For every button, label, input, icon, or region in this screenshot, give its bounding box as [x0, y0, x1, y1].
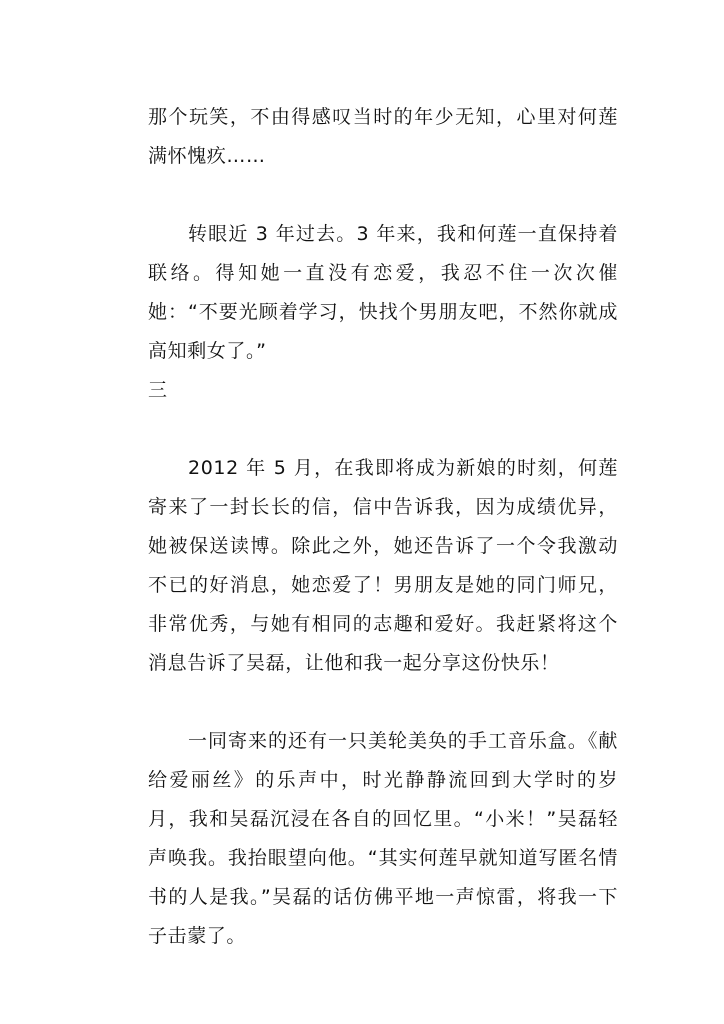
paragraph-three-years: 转眼近 3 年过去。3 年来，我和何莲一直保持着联络。得知她一直没有恋爱，我忍不住一次次催她：“不要光顾着学习，快找个男朋友吧，不然你就成高知剩女了。”	[148, 223, 618, 362]
document-body	[148, 98, 618, 956]
paragraph-letter: 2012 年 5 月，在我即将成为新娘的时刻，何莲寄来了一封长长的信，信中告诉我，因为成绩优异，她被保送读博。除此之外，她还告诉了一个令我激动不已的好消息，她恋爱了！男朋友是她的同门师兄，非常优秀，与她有相同的志趣和爱好。我赶紧将这个消息告诉了吴磊，让他和我一起分享这份快乐！	[148, 457, 618, 674]
paragraph-music-box: 一同寄来的还有一只美轮美奂的手工音乐盒。《献给爱丽丝》的乐声中，时光静静流回到大学时的岁月，我和吴磊沉浸在各自的回忆里。“小米！”吴磊轻声唤我。我抬眼望向他。“其实何莲早就知道写匿名情书的人是我。”吴磊的话仿佛平地一声惊雷，将我一下子击蒙了。	[148, 730, 618, 947]
paragraph-continuation: 那个玩笑，不由得感叹当时的年少无知，心里对何莲满怀愧疚……	[148, 106, 618, 167]
section-heading-three: 三	[148, 379, 168, 401]
